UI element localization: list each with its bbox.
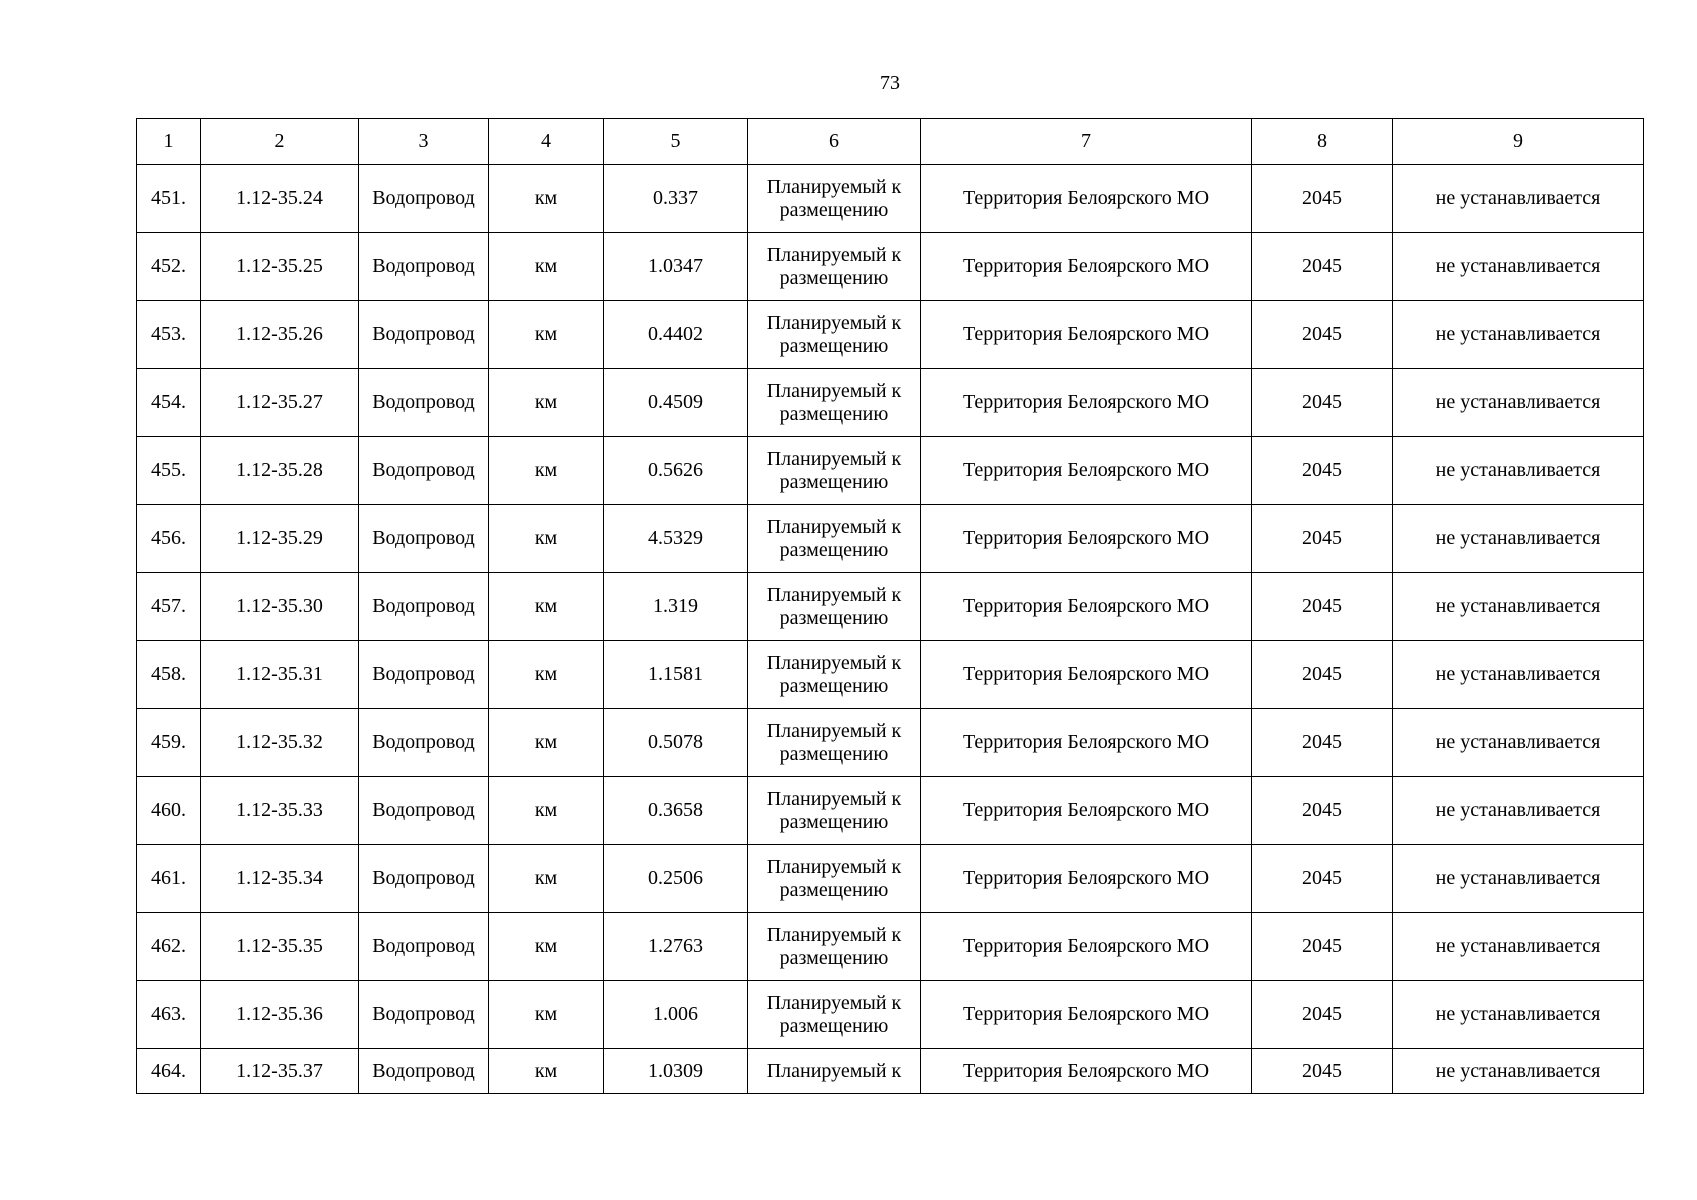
cell-unit: км [489, 845, 604, 913]
cell-object-code: 1.12-35.30 [201, 573, 359, 641]
cell-zone: не устанавливается [1393, 233, 1644, 301]
cell-year: 2045 [1252, 709, 1393, 777]
cell-value: 0.5626 [604, 437, 748, 505]
cell-zone: не устанавливается [1393, 981, 1644, 1049]
status-line-1: Планируемый к [766, 1059, 902, 1082]
cell-unit: км [489, 709, 604, 777]
column-header-6: 6 [748, 119, 921, 165]
cell-unit: км [489, 913, 604, 981]
status-line-1: Планируемый к [766, 991, 902, 1014]
status-line-2: размещению [779, 878, 889, 901]
status-line-1: Планируемый к [766, 379, 902, 402]
page-number: 73 [880, 72, 900, 94]
cell-object-code: 1.12-35.25 [201, 233, 359, 301]
table-row [137, 233, 1644, 301]
cell-object-code: 1.12-35.36 [201, 981, 359, 1049]
column-header-5: 5 [604, 119, 748, 165]
status-line-1: Планируемый к [766, 175, 902, 198]
cell-location: Территория Белоярского МО [921, 165, 1252, 233]
cell-value: 0.3658 [604, 777, 748, 845]
cell-object-code: 1.12-35.26 [201, 301, 359, 369]
cell-object-code: 1.12-35.27 [201, 369, 359, 437]
cell-year: 2045 [1252, 913, 1393, 981]
cell-row-number: 453. [137, 301, 201, 369]
status-line-1: Планируемый к [766, 515, 902, 538]
cell-object-code: 1.12-35.31 [201, 641, 359, 709]
cell-row-number: 454. [137, 369, 201, 437]
cell-status [748, 369, 921, 437]
cell-object-name: Водопровод [359, 709, 489, 777]
cell-object-name: Водопровод [359, 369, 489, 437]
cell-unit: км [489, 233, 604, 301]
cell-object-code: 1.12-35.37 [201, 1049, 359, 1094]
cell-row-number: 458. [137, 641, 201, 709]
cell-unit: км [489, 641, 604, 709]
cell-location: Территория Белоярского МО [921, 709, 1252, 777]
status-line-2: размещению [779, 198, 889, 221]
table-row [137, 505, 1644, 573]
cell-status [748, 1049, 921, 1094]
column-header-8: 8 [1252, 119, 1393, 165]
cell-row-number: 459. [137, 709, 201, 777]
cell-object-name: Водопровод [359, 233, 489, 301]
cell-zone: не устанавливается [1393, 301, 1644, 369]
column-header-7: 7 [921, 119, 1252, 165]
cell-zone: не устанавливается [1393, 437, 1644, 505]
cell-object-name: Водопровод [359, 845, 489, 913]
cell-object-name: Водопровод [359, 981, 489, 1049]
status-line-1: Планируемый к [766, 243, 902, 266]
cell-location: Территория Белоярского МО [921, 641, 1252, 709]
cell-object-code: 1.12-35.34 [201, 845, 359, 913]
table-row [137, 301, 1644, 369]
cell-status [748, 709, 921, 777]
cell-year: 2045 [1252, 1049, 1393, 1094]
cell-year: 2045 [1252, 505, 1393, 573]
cell-value: 0.4509 [604, 369, 748, 437]
status-line-1: Планируемый к [766, 923, 902, 946]
cell-row-number: 457. [137, 573, 201, 641]
status-line-2: размещению [779, 470, 889, 493]
cell-zone: не устанавливается [1393, 505, 1644, 573]
cell-zone: не устанавливается [1393, 641, 1644, 709]
cell-object-code: 1.12-35.32 [201, 709, 359, 777]
table-header-row [137, 119, 1644, 165]
cell-zone: не устанавливается [1393, 165, 1644, 233]
status-line-1: Планируемый к [766, 311, 902, 334]
cell-object-name: Водопровод [359, 573, 489, 641]
status-line-1: Планируемый к [766, 447, 902, 470]
cell-location: Территория Белоярского МО [921, 369, 1252, 437]
cell-object-name: Водопровод [359, 505, 489, 573]
column-header-2: 2 [201, 119, 359, 165]
cell-location: Территория Белоярского МО [921, 437, 1252, 505]
status-line-1: Планируемый к [766, 787, 902, 810]
cell-zone: не устанавливается [1393, 709, 1644, 777]
table-row [137, 437, 1644, 505]
planned-objects-table [136, 118, 1644, 1094]
table-row [137, 913, 1644, 981]
cell-value: 1.1581 [604, 641, 748, 709]
column-header-9: 9 [1393, 119, 1644, 165]
cell-zone: не устанавливается [1393, 777, 1644, 845]
cell-zone: не устанавливается [1393, 845, 1644, 913]
status-line-2: размещению [779, 674, 889, 697]
cell-object-name: Водопровод [359, 641, 489, 709]
cell-object-code: 1.12-35.35 [201, 913, 359, 981]
cell-status [748, 505, 921, 573]
cell-status [748, 233, 921, 301]
status-line-2: размещению [779, 334, 889, 357]
table-row [137, 369, 1644, 437]
cell-location: Территория Белоярского МО [921, 233, 1252, 301]
cell-unit: км [489, 301, 604, 369]
column-header-3: 3 [359, 119, 489, 165]
cell-unit: км [489, 1049, 604, 1094]
status-line-2: размещению [779, 266, 889, 289]
table-row [137, 1049, 1644, 1094]
table-row [137, 981, 1644, 1049]
cell-unit: км [489, 981, 604, 1049]
cell-object-name: Водопровод [359, 301, 489, 369]
table-row [137, 573, 1644, 641]
table-row [137, 777, 1644, 845]
cell-location: Территория Белоярского МО [921, 777, 1252, 845]
cell-object-code: 1.12-35.28 [201, 437, 359, 505]
cell-status [748, 981, 921, 1049]
cell-status [748, 573, 921, 641]
table-row [137, 641, 1644, 709]
cell-row-number: 451. [137, 165, 201, 233]
cell-value: 1.0347 [604, 233, 748, 301]
status-line-2: размещению [779, 946, 889, 969]
cell-unit: км [489, 165, 604, 233]
status-line-1: Планируемый к [766, 855, 902, 878]
cell-value: 1.0309 [604, 1049, 748, 1094]
cell-value: 0.4402 [604, 301, 748, 369]
cell-row-number: 460. [137, 777, 201, 845]
column-header-4: 4 [489, 119, 604, 165]
cell-value: 1.2763 [604, 913, 748, 981]
cell-row-number: 456. [137, 505, 201, 573]
cell-object-name: Водопровод [359, 777, 489, 845]
cell-unit: км [489, 505, 604, 573]
cell-object-code: 1.12-35.24 [201, 165, 359, 233]
cell-status [748, 301, 921, 369]
cell-object-name: Водопровод [359, 165, 489, 233]
status-line-1: Планируемый к [766, 583, 902, 606]
cell-status [748, 845, 921, 913]
cell-year: 2045 [1252, 165, 1393, 233]
cell-location: Территория Белоярского МО [921, 913, 1252, 981]
cell-year: 2045 [1252, 777, 1393, 845]
cell-year: 2045 [1252, 301, 1393, 369]
cell-location: Территория Белоярского МО [921, 845, 1252, 913]
cell-year: 2045 [1252, 845, 1393, 913]
cell-year: 2045 [1252, 233, 1393, 301]
status-line-2: размещению [779, 402, 889, 425]
status-line-2: размещению [779, 538, 889, 561]
cell-row-number: 452. [137, 233, 201, 301]
cell-value: 1.319 [604, 573, 748, 641]
cell-object-code: 1.12-35.33 [201, 777, 359, 845]
cell-row-number: 455. [137, 437, 201, 505]
cell-value: 0.337 [604, 165, 748, 233]
cell-year: 2045 [1252, 437, 1393, 505]
status-line-2: размещению [779, 810, 889, 833]
cell-location: Территория Белоярского МО [921, 573, 1252, 641]
cell-location: Территория Белоярского МО [921, 1049, 1252, 1094]
cell-location: Территория Белоярского МО [921, 301, 1252, 369]
status-line-2: размещению [779, 606, 889, 629]
cell-status [748, 165, 921, 233]
cell-row-number: 461. [137, 845, 201, 913]
cell-object-name: Водопровод [359, 913, 489, 981]
cell-object-code: 1.12-35.29 [201, 505, 359, 573]
cell-zone: не устанавливается [1393, 369, 1644, 437]
cell-unit: км [489, 369, 604, 437]
cell-row-number: 464. [137, 1049, 201, 1094]
cell-value: 4.5329 [604, 505, 748, 573]
status-line-2: размещению [779, 742, 889, 765]
cell-status [748, 437, 921, 505]
cell-status [748, 641, 921, 709]
cell-unit: км [489, 437, 604, 505]
cell-zone: не устанавливается [1393, 573, 1644, 641]
cell-unit: км [489, 573, 604, 641]
status-line-1: Планируемый к [766, 719, 902, 742]
cell-status [748, 913, 921, 981]
table-row [137, 845, 1644, 913]
cell-row-number: 463. [137, 981, 201, 1049]
cell-value: 1.006 [604, 981, 748, 1049]
cell-year: 2045 [1252, 641, 1393, 709]
cell-row-number: 462. [137, 913, 201, 981]
cell-status [748, 777, 921, 845]
cell-location: Территория Белоярского МО [921, 981, 1252, 1049]
cell-unit: км [489, 777, 604, 845]
cell-year: 2045 [1252, 573, 1393, 641]
column-header-1: 1 [137, 119, 201, 165]
status-line-2: размещению [779, 1014, 889, 1037]
cell-year: 2045 [1252, 981, 1393, 1049]
cell-value: 0.2506 [604, 845, 748, 913]
table-row [137, 165, 1644, 233]
cell-zone: не устанавливается [1393, 1049, 1644, 1094]
cell-value: 0.5078 [604, 709, 748, 777]
cell-zone: не устанавливается [1393, 913, 1644, 981]
cell-location: Территория Белоярского МО [921, 505, 1252, 573]
cell-object-name: Водопровод [359, 437, 489, 505]
cell-year: 2045 [1252, 369, 1393, 437]
cell-object-name: Водопровод [359, 1049, 489, 1094]
table-row [137, 709, 1644, 777]
status-line-1: Планируемый к [766, 651, 902, 674]
